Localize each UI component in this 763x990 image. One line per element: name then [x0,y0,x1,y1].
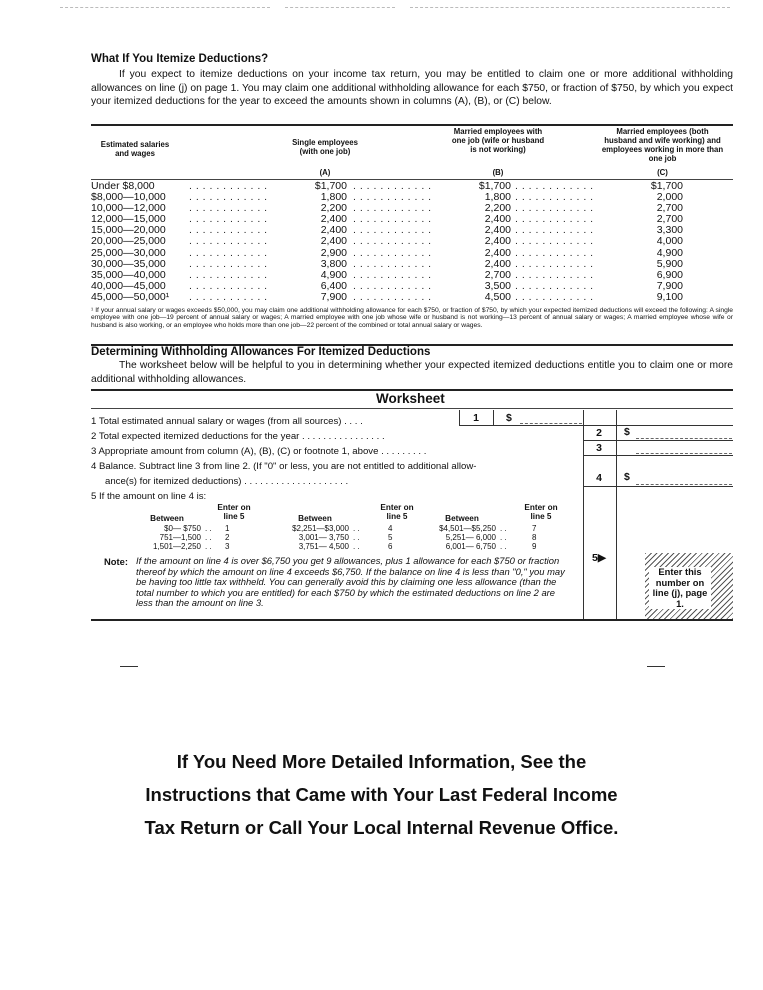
col-b-tag: (B) [492,168,504,177]
col-salaries-header: Estimated salaries and wages [100,140,170,158]
group-enter-header [520,504,562,521]
dot-leader: . . . . . . . . . . . . [353,258,432,270]
top-rule-right [410,7,730,8]
line-1-box-left [459,410,460,425]
dot-leader: . . . . . . . . . . . . [353,291,432,303]
row-value-c: 5,900 [656,257,683,270]
row-value-a: 2,400 [320,235,347,248]
dot-leader: . . . . . . . . . . . . [515,225,594,237]
dot-leader: . . . . . . . . . . . . [189,291,268,303]
allowance-range: $2,251—$3,000 [292,524,349,533]
dot-leader: . . [353,524,360,533]
allowance-count: 1 [225,524,230,533]
worksheet-bottom-rule [91,619,733,621]
col-a-header: Single employees (with one job) [292,138,358,156]
enter-on-header: Enter on line 5 [217,503,251,521]
dot-leader: . . . . . . . . . . . . [353,181,432,192]
dot-leader: . . . . . . . . . . . . [515,236,594,248]
enter-on-header: Enter on line 5 [380,503,414,521]
table-top-rule [91,124,733,126]
itemize-paragraph: If you expect to itemize deductions on your income tax return, you may be entitled to claim one or more additional withholding allowances on line (j) on page 1. You may claim one additional withholding allowance for each $750, or fraction of $750, by which you expect your itemized deductions for the year to exceed the amounts shown in columns (A), (B), or (C) below. [91,69,733,107]
line-2-dollar: $ [624,426,630,438]
row-value-a: 2,400 [320,213,347,226]
between-header: Between [298,514,332,523]
enter-number-box [645,553,733,619]
dot-leader: . . . . . . . . . . . . [353,269,432,281]
row-value-c: 3,300 [656,224,683,237]
table-row [91,292,683,303]
allowance-count: 4 [388,524,393,533]
dot-leader: . . . . . . . . . . . . [189,269,268,281]
line-2-number: 2 [596,427,602,439]
col-c-tag: (C) [657,168,668,177]
dot-leader: . . . . . . . . . . . . [353,214,432,226]
row-salary-range: $8,000—10,000 [91,191,166,204]
enter-number-text: Enter this number on line (j), page 1. [649,567,711,609]
closing-line-1: If You Need More Detailed Information, See the [176,751,587,772]
allowance-range: 5,251— 6,000 [445,533,496,543]
allowance-count: 8 [532,533,537,543]
table-row [91,236,683,247]
row-value-c: 9,100 [656,290,683,303]
dot-leader: . . . . . . . . . . . . [189,225,268,237]
dot-leader: . . [353,533,360,543]
row-value-b: 2,400 [484,235,511,248]
allowance-range: $4,501—$5,250 [439,524,496,533]
table-row [91,248,683,259]
row-value-c: 7,900 [656,279,683,292]
dot-leader: . . . . . . . . . . . . [189,203,268,215]
worksheet-line-4b: ance(s) for itemized deductions) . . . . . . . . . . . . . . . . . . . . [105,476,349,487]
dot-leader: . . . . . . . . . . . . [189,214,268,226]
worksheet-line-1: 1 Total estimated annual salary or wages (from all sources) . . . . [91,416,363,427]
row-value-c: 2,000 [656,191,683,204]
row-value-b: 2,400 [484,246,511,259]
worksheet-line-2: 2 Total expected itemized deductions for the year . . . . . . . . . . . . . . . . [91,431,385,442]
dot-leader: . . [353,542,360,552]
itemize-heading: What If You Itemize Deductions? [91,53,269,65]
closing-line-3: Tax Return or Call Your Local Internal Revenue Office. [144,817,619,838]
row-salary-range: Under $8,000 [91,180,155,192]
allowance-count: 5 [388,533,393,543]
box-row-4 [583,486,733,487]
row-value-a: 6,400 [320,279,347,292]
line-4-entry[interactable] [636,484,732,485]
table-row [91,181,683,192]
dash-right [647,666,665,667]
row-value-b: 4,500 [484,290,511,303]
row-value-b: 2,400 [484,257,511,270]
row-value-b: 3,500 [484,279,511,292]
dot-leader: . . . . . . . . . . . . [353,247,432,259]
row-salary-range: 30,000—35,000 [91,257,166,270]
worksheet-note: If the amount on line 4 is over $6,750 you get 9 allowances, plus 1 allowance for each $750 or fraction thereof by which the amount on line 4 exceeds $6,750. If the balance on line 4 is less than "0," you may be having too little tax withheld. You can generally avoid this by claiming one less allowance (than the total number to which you are entitled) for each $750 by which the estimated deductions on line 2 are less than the amount on line 3. [136,555,565,609]
between-header: Between [445,514,479,523]
allowance-range: 1,501—2,250 [152,542,201,552]
dot-leader: . . . . . . . . . . . . [515,181,594,192]
dot-leader: . . [205,542,212,552]
row-value-b: $1,700 [478,180,511,192]
dot-leader: . . . . . . . . . . . . [353,225,432,237]
line-4-number: 4 [596,472,602,484]
row-value-a: 1,800 [320,191,347,204]
dot-leader: . . . . . . . . . . . . [515,280,594,292]
table-row [91,259,683,270]
allowance-range: 3,751— 4,500 [298,542,349,552]
group-enter-header [376,504,418,521]
row-value-a: 7,900 [320,290,347,303]
allowance-count: 7 [532,524,537,533]
row-salary-range: 15,000—20,000 [91,224,166,237]
dot-leader: . . . . . . . . . . . . [515,258,594,270]
row-salary-range: 10,000—12,000 [91,202,166,215]
row-value-b: 2,700 [484,268,511,281]
row-salary-range: 12,000—15,000 [91,213,166,226]
line-3-entry[interactable] [636,453,732,454]
dot-leader: . . [500,524,507,533]
top-rule-left [60,7,270,8]
row-salary-range: 20,000—25,000 [91,235,166,248]
row-value-a: 2,200 [320,202,347,215]
allowance-range: $0— $750 [164,524,201,533]
line-5-entry[interactable] [590,566,612,616]
dot-leader: . . . . . . . . . . . . [353,203,432,215]
dot-leader: . . . . . . . . . . . . [189,236,268,248]
table-row [91,270,683,281]
dot-leader: . . [500,542,507,552]
line-4-dollar: $ [624,471,630,483]
dot-leader: . . . . . . . . . . . . [515,247,594,259]
dot-leader: . . . . . . . . . . . . [353,236,432,248]
row-value-b: 1,800 [484,191,511,204]
row-value-c: $1,700 [650,180,683,192]
box-row-1 [583,425,733,426]
row-value-a: 2,900 [320,246,347,259]
line-2-entry[interactable] [636,438,732,439]
worksheet-title-rule [91,408,733,409]
box-row-3 [583,455,733,456]
col-b-header: Married employees with one job (wife or husband is not working) [451,127,545,154]
row-value-b: 2,400 [484,213,511,226]
dot-leader: . . . . . . . . . . . . [189,192,268,204]
row-salary-range: 35,000—40,000 [91,268,166,281]
determining-heading: Determining Withholding Allowances For Itemized Deductions [91,346,431,358]
dot-leader: . . . . . . . . . . . . [189,247,268,259]
worksheet-line-3: 3 Appropriate amount from column (A), (B), (C) or footnote 1, above . . . . . . . . . [91,446,427,457]
table-row [91,203,683,214]
row-value-a: 3,800 [320,257,347,270]
table-header-rule [91,179,733,180]
top-rule-mid [285,7,395,8]
row-salary-range: 45,000—50,000¹ [91,290,170,303]
worksheet-line-5: 5 If the amount on line 4 is: [91,491,207,502]
line-1-entry[interactable] [520,423,582,424]
allowance-count: 2 [225,533,230,543]
dash-left [120,666,138,667]
closing-line-2: Instructions that Came with Your Last Federal Income [145,784,618,805]
table-row [91,192,683,203]
row-value-c: 4,900 [656,246,683,259]
line-1-box-bottom [459,425,583,426]
allowance-range: 751—1,500 [159,533,201,543]
note-label: Note: [104,556,128,567]
dot-leader: . . . . . . . . . . . . [515,192,594,204]
determining-paragraph: The worksheet below will be helpful to you in determining whether your expected itemized deductions entitle you to claim one or more additional withholding allowances. [91,360,733,385]
dot-leader: . . . . . . . . . . . . [353,280,432,292]
dot-leader: . . [205,524,212,533]
allowance-range: 3,001— 3,750 [298,533,349,543]
dot-leader: . . . . . . . . . . . . [189,258,268,270]
allowance-count: 9 [532,542,537,552]
line-1-box-mid [493,410,494,425]
between-header: Between [150,514,184,523]
row-value-c: 2,700 [656,213,683,226]
table-row [91,281,683,292]
line-5-number: 5▶ [592,552,606,564]
table-row [91,214,683,225]
line-1-number: 1 [473,412,479,424]
enter-on-header: Enter on line 5 [524,503,558,521]
table-row [91,225,683,236]
worksheet-title: Worksheet [376,391,445,406]
dot-leader: . . . . . . . . . . . . [515,269,594,281]
row-value-a: 2,400 [320,224,347,237]
col-c-header: Married employees (both husband and wife working) and employees working in more than one job [601,127,724,163]
dot-leader: . . . . . . . . . . . . [353,192,432,204]
dot-leader: . . [500,533,507,543]
group-between-header [432,515,492,524]
row-value-b: 2,400 [484,224,511,237]
group-between-header [285,515,345,524]
allowance-count: 6 [388,542,393,552]
col-a-tag: (A) [319,168,331,177]
allowance-range: 6,001— 6,750 [445,542,496,552]
line-3-number: 3 [596,442,602,454]
row-value-c: 4,000 [656,235,683,248]
dot-leader: . . . . . . . . . . . . [515,291,594,303]
group-enter-header [213,504,255,521]
allowance-table [91,181,683,303]
group-between-header [137,515,197,524]
line-1-dollar: $ [506,412,512,424]
dot-leader: . . . . . . . . . . . . [189,181,268,192]
allowance-count: 3 [225,542,230,552]
dot-leader: . . . . . . . . . . . . [189,280,268,292]
table-footnote: ¹ If your annual salary or wages exceeds $50,000, you may claim one additional withholding allowance for each $750, or fraction of $750, by which your expected itemized deductions will exceed the following: A single employee with one job—19 percent of annual salary or wages; A married employee with one job whose wife or husband is not working—13 percent of annual salary or wages; A married employee whose wife or husband is also working, or an employee who holds more than one job—22 percent of the combined or total annual salary or wages. [91,307,733,329]
row-value-a: $1,700 [314,180,347,192]
row-value-a: 4,900 [320,268,347,281]
row-value-b: 2,200 [484,202,511,215]
dot-leader: . . [205,533,212,543]
dot-leader: . . . . . . . . . . . . [515,214,594,226]
row-value-c: 2,700 [656,202,683,215]
worksheet-line-4a: 4 Balance. Subtract line 3 from line 2. (If "0" or less, you are not entitled to additional allow- [91,461,477,472]
box-row-2 [583,440,733,441]
box-col-right [616,410,617,619]
dot-leader: . . . . . . . . . . . . [515,203,594,215]
row-value-c: 6,900 [656,268,683,281]
row-salary-range: 40,000—45,000 [91,279,166,292]
row-salary-range: 25,000—30,000 [91,246,166,259]
